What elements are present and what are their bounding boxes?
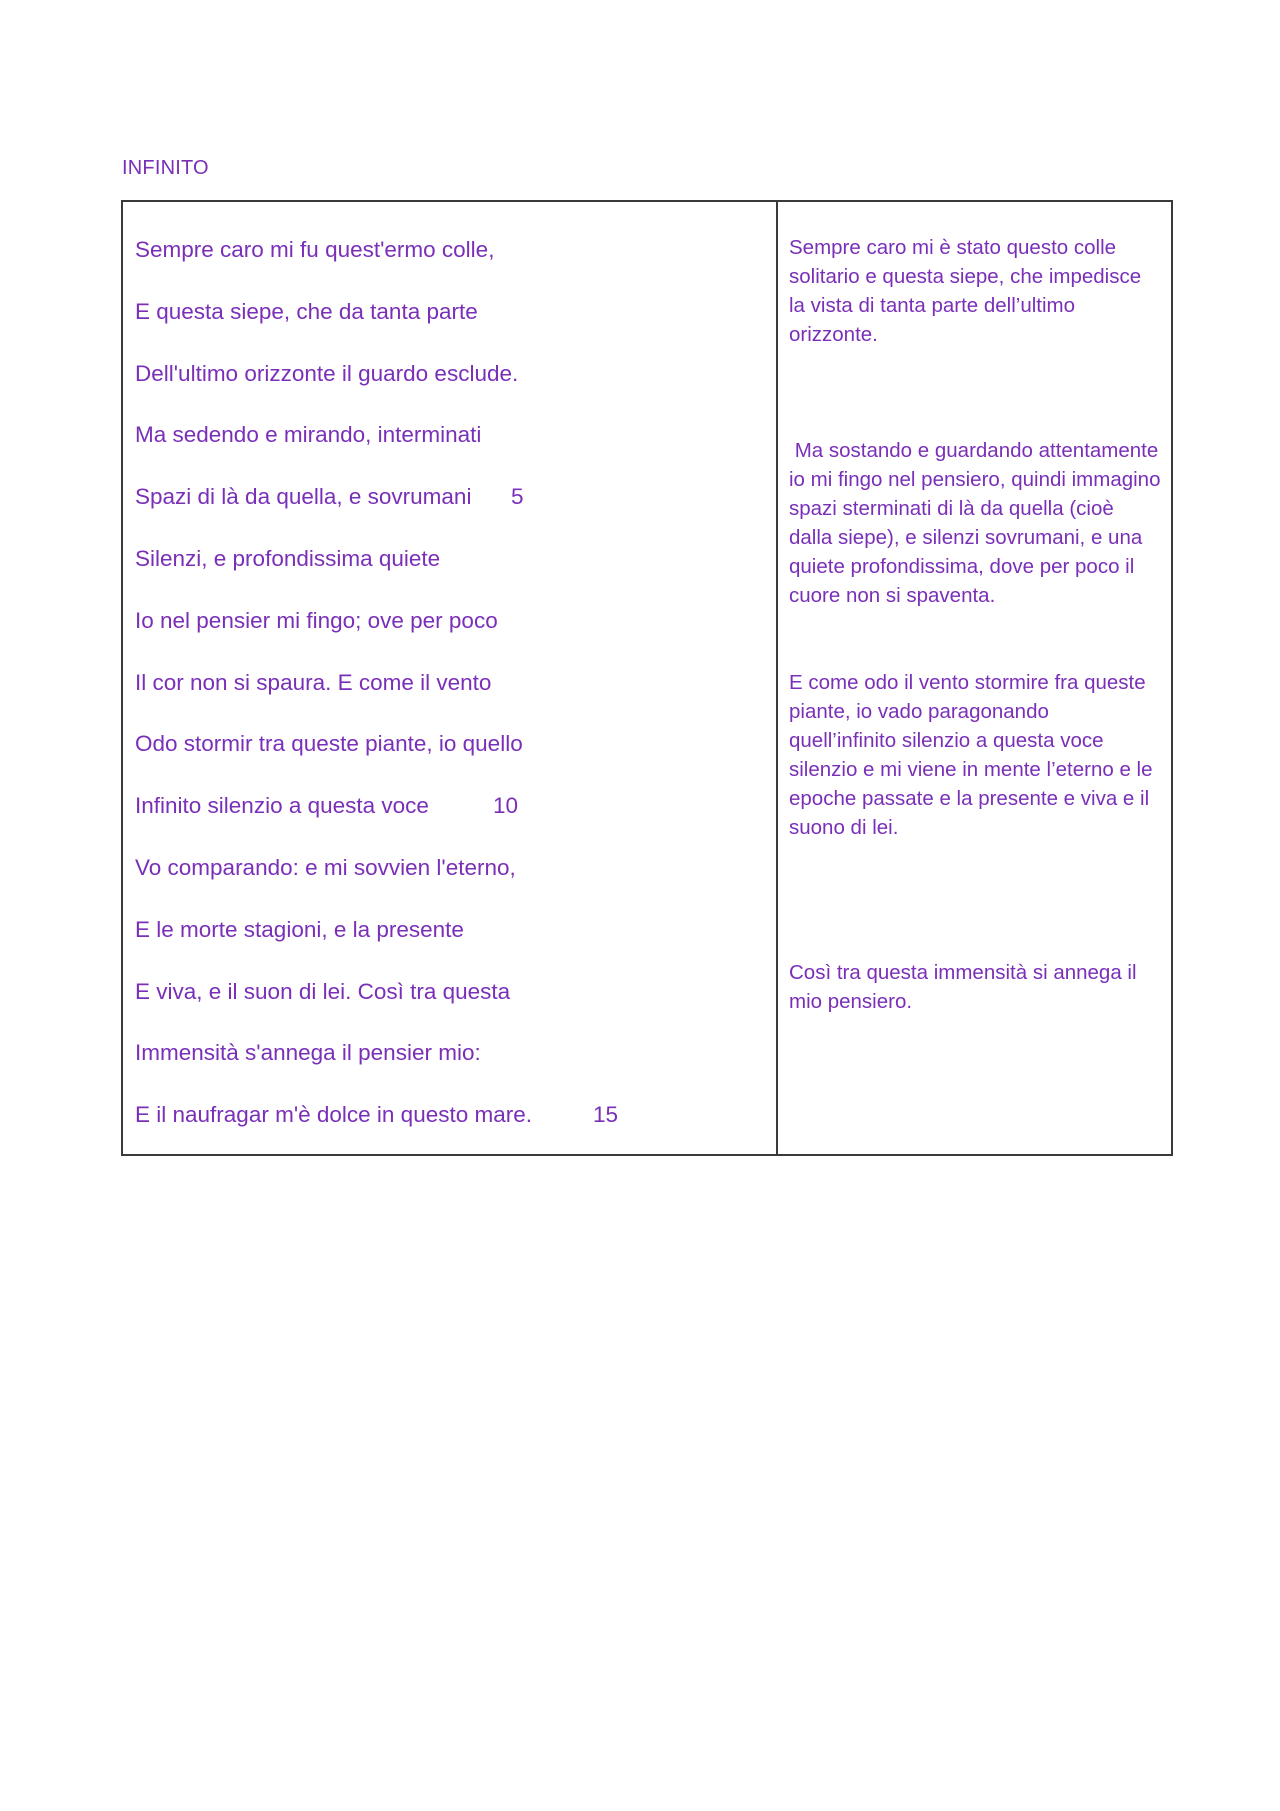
poem-table <box>121 200 1173 1156</box>
original-poem-column <box>123 202 778 1154</box>
verse-number: 10 <box>493 793 519 819</box>
verse-text: Io nel pensier mi fingo; ove per poco <box>135 607 498 633</box>
verse-line <box>135 669 766 731</box>
verse-text: E le morte stagioni, e la presente <box>135 916 464 942</box>
verse-text: Odo stormir tra queste piante, io quello <box>135 731 523 757</box>
verse-line <box>135 792 766 854</box>
verse-number: 15 <box>593 1102 619 1128</box>
verse-text: Ma sedendo e mirando, interminati <box>135 422 482 448</box>
verse-text: Dell'ultimo orizzonte il guardo esclude. <box>135 360 519 386</box>
paraphrase-paragraph: E come odo il vento stormire fra queste piante, io vado paragonando quell’infinito silenzio a questa voce silenzio e mi viene in mente l’eterno e le epoche passate e la presente e viva e il suono di lei. <box>789 671 1153 839</box>
verse-text: E questa siepe, che da tanta parte <box>135 298 478 324</box>
verse-line <box>135 545 766 607</box>
verse-number: 5 <box>511 484 524 510</box>
paraphrase-paragraph: Così tra questa immensità si annega il mio pensiero. <box>789 961 1137 1013</box>
verse-text: Il cor non si spaura. E come il vento <box>135 669 492 695</box>
verse-list <box>135 236 766 1163</box>
verse-text: Spazi di là da quella, e sovrumani <box>135 484 472 510</box>
verse-line <box>135 854 766 916</box>
verse-text: Vo comparando: e mi sovvien l'eterno, <box>135 854 516 880</box>
paraphrase-paragraph: Ma sostando e guardando attentamente io mi fingo nel pensiero, quindi immagino spazi sterminati di là da quella (cioè dalla siepe), e silenzi sovrumani, e una quiete profondissima, dove per poco il cuore non si spaventa. <box>789 439 1167 607</box>
verse-line <box>135 916 766 978</box>
verse-line <box>135 730 766 792</box>
verse-line <box>135 421 766 483</box>
verse-line <box>135 1101 766 1163</box>
verse-line <box>135 607 766 669</box>
verse-line <box>135 1039 766 1101</box>
verse-line <box>135 360 766 422</box>
verse-line <box>135 236 766 298</box>
verse-text: Silenzi, e profondissima quiete <box>135 545 441 571</box>
verse-line <box>135 483 766 545</box>
verse-line <box>135 978 766 1040</box>
verse-text: E il naufragar m'è dolce in questo mare. <box>135 1102 533 1128</box>
verse-text: E viva, e il suon di lei. Così tra questa <box>135 978 511 1004</box>
verse-line <box>135 298 766 360</box>
paraphrase-paragraph: Sempre caro mi è stato questo colle solitario e questa siepe, che impedisce la vista di tanta parte dell’ultimo orizzonte. <box>789 236 1142 346</box>
verse-text: Sempre caro mi fu quest'ermo colle, <box>135 237 495 262</box>
verse-text: Infinito silenzio a questa voce <box>135 793 429 819</box>
paraphrase-column <box>778 202 1171 1154</box>
document-title: INFINITO <box>122 157 209 179</box>
verse-text: Immensità s'annega il pensier mio: <box>135 1040 481 1066</box>
